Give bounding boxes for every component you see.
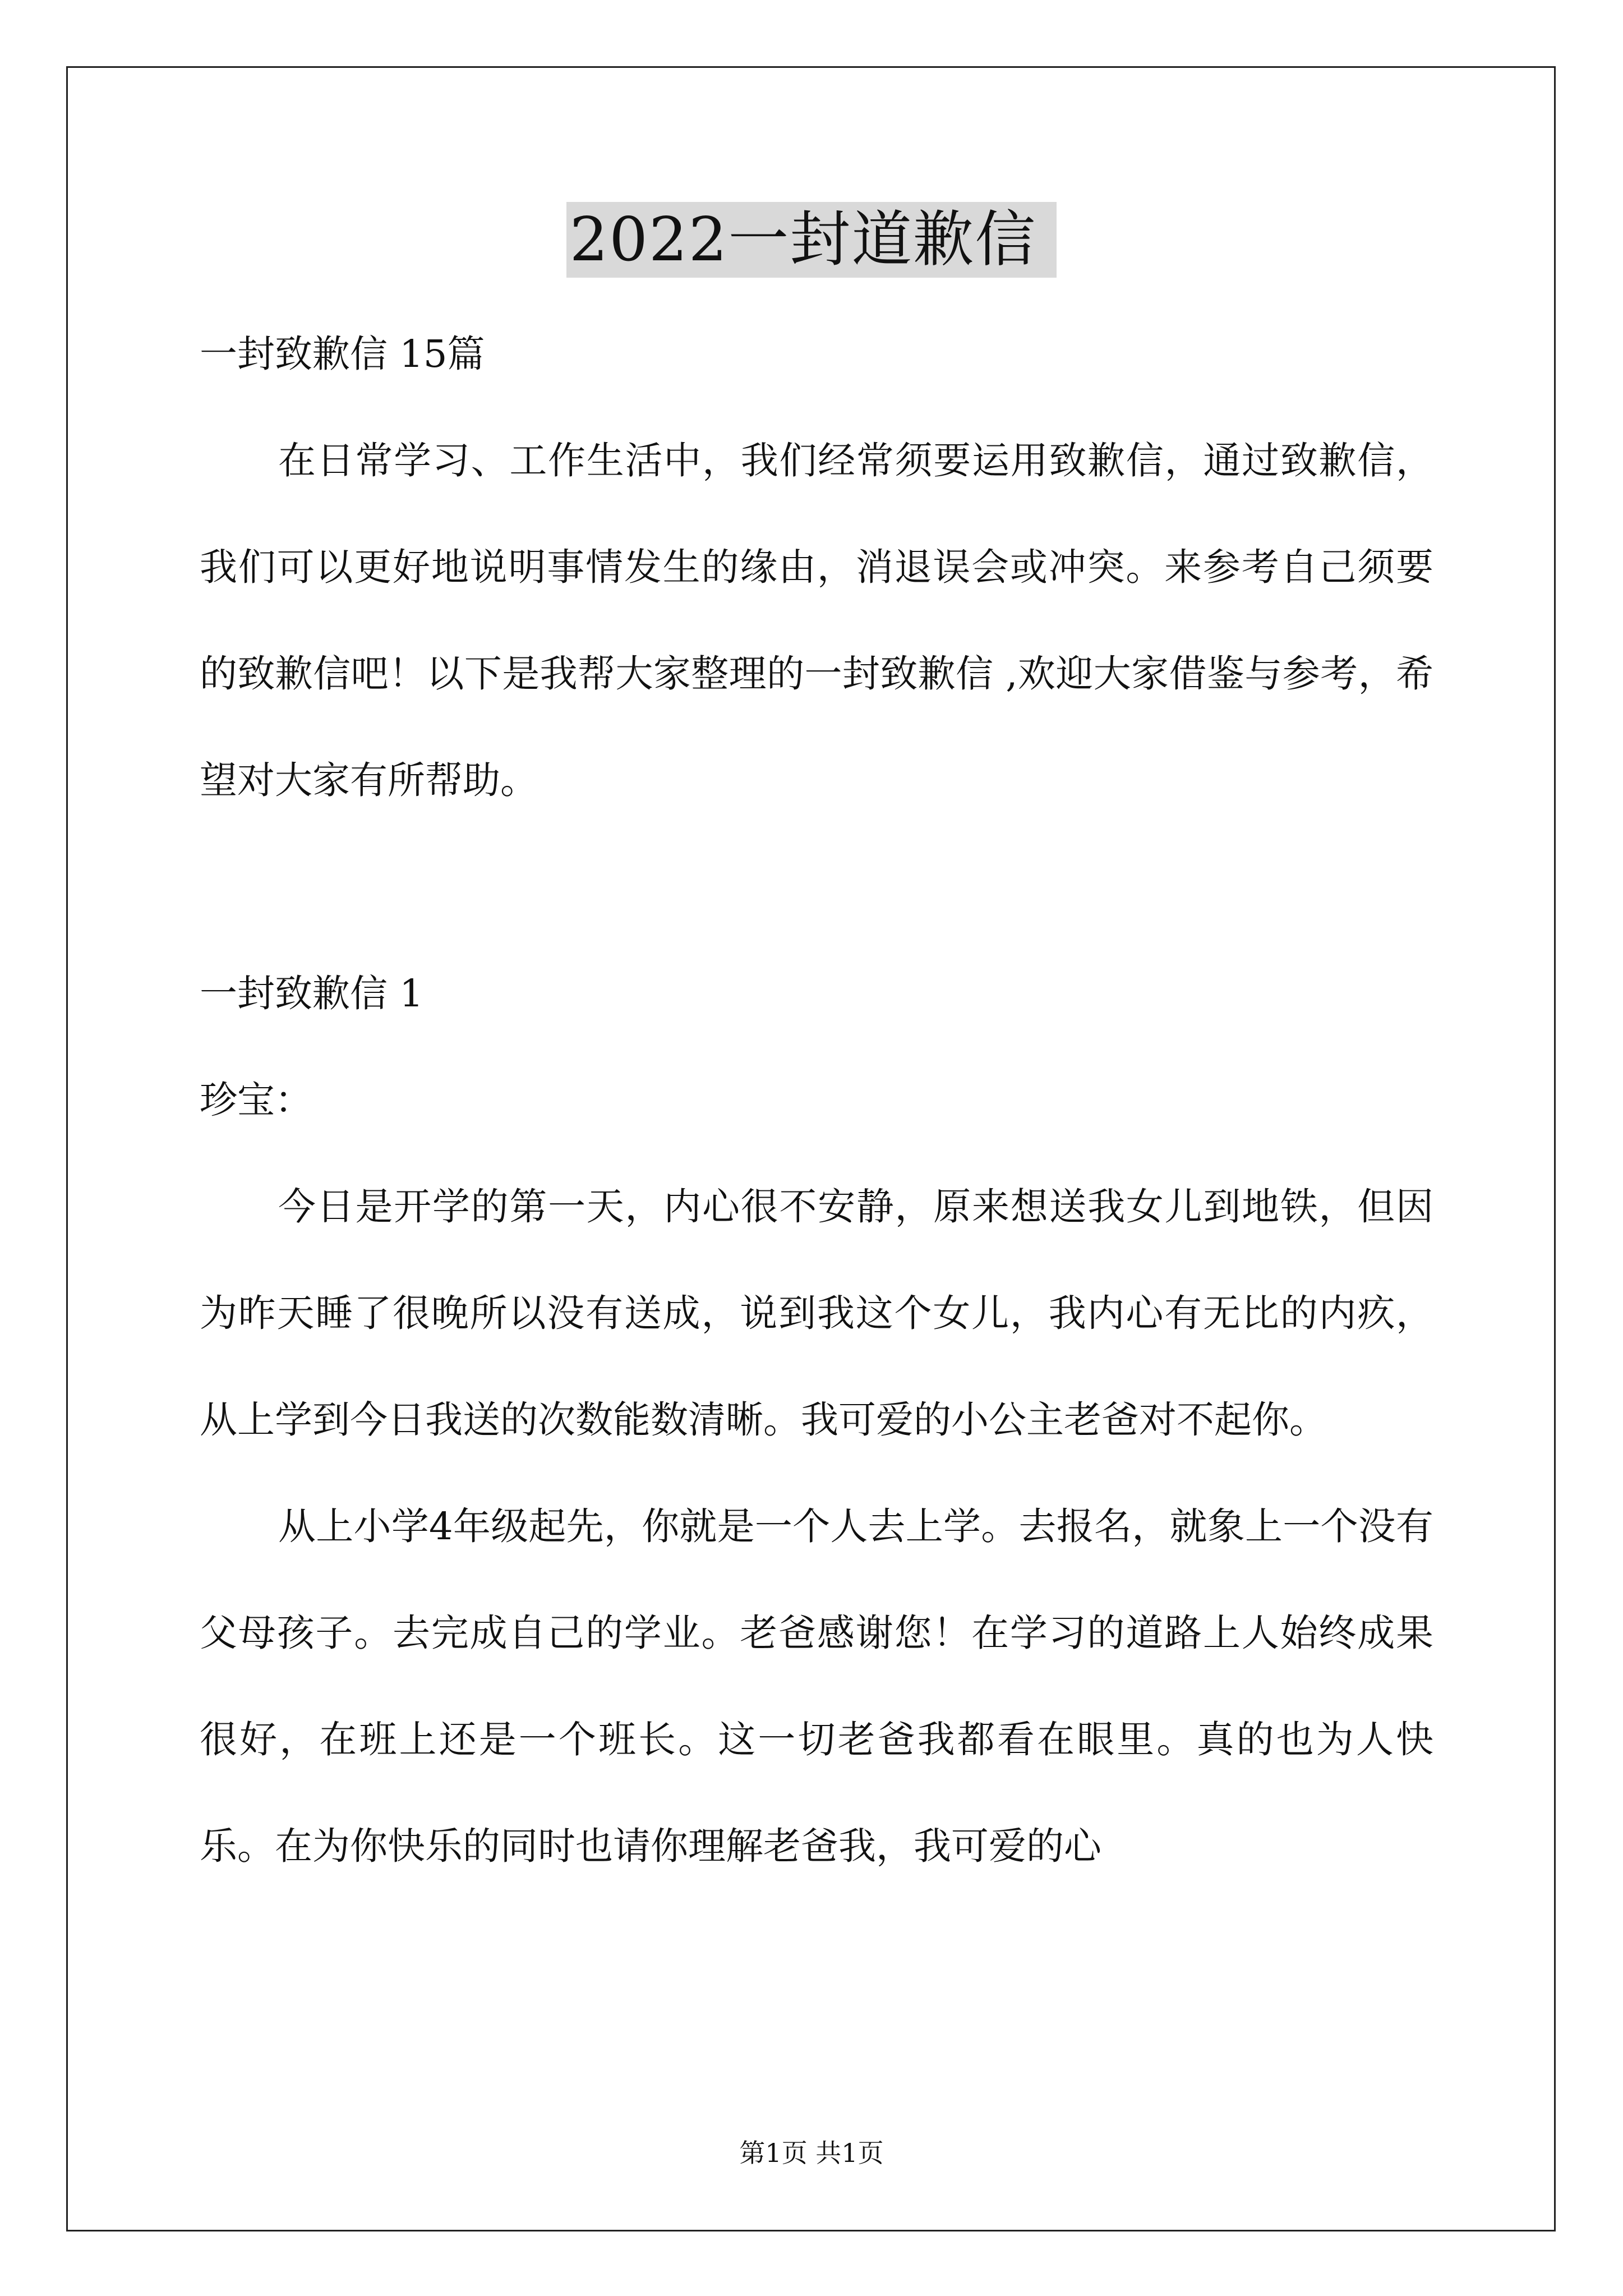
section-heading: 一封致歉信 1 bbox=[200, 972, 423, 1015]
intro-paragraph: 在日常学习、工作生活中，我们经常须要运用致歉信，通过致歉信，我们可以更好地说明事情发生的缘由，消退误会或冲突。来参考自己须要的致歉信吧！以下是我帮大家整理的一封致歉信 ,欢迎大家借鉴与参考，希望对大家有所帮助。 bbox=[200, 439, 1433, 802]
salutation: 珍宝： bbox=[200, 1078, 312, 1122]
body-paragraph: 今日是开学的第一天，内心很不安静，原来想送我女儿到地铁，但因为昨天睡了很晚所以没有送成，说到我这个女儿，我内心有无比的内疚，从上学到今日我送的次数能数清晰。我可爱的小公主老爸对不起你。 bbox=[200, 1185, 1433, 1442]
blank-line bbox=[200, 834, 1433, 940]
page-footer: 第1页 共1页 bbox=[739, 2138, 884, 2168]
title-container bbox=[0, 202, 1623, 278]
body-paragraph: 从上小学4年级起先，你就是一个人去上学。去报名，就象上一个没有父母孩子。去完成自己的学业。老爸感谢您！在学习的道路上人始终成果很好，在班上还是一个班长。这一切老爸我都看在眼里。真的也为人快乐。在为你快乐的同时也请你理解老爸我，我可爱的心 bbox=[200, 1504, 1433, 1868]
document-subtitle: 一封致歉信 15篇 bbox=[200, 332, 485, 376]
document-title: 2022一封道歉信 bbox=[566, 202, 1057, 278]
document-body bbox=[200, 301, 1433, 1899]
